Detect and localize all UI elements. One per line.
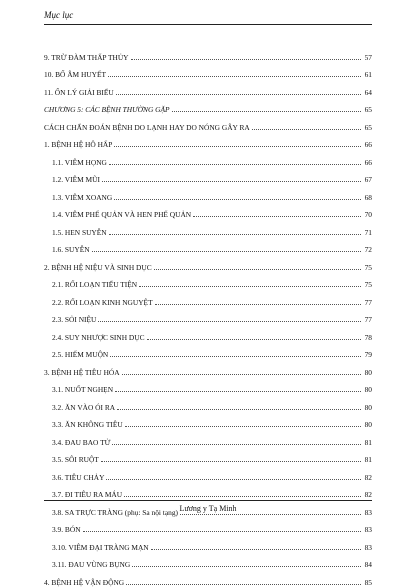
toc-entry-title: 3.9. BÓN <box>52 525 81 534</box>
toc-dot-leader <box>115 391 361 392</box>
toc-entry-page: 61 <box>364 70 372 79</box>
toc-entry-page: 80 <box>364 385 372 394</box>
toc-dot-leader <box>124 496 361 497</box>
toc-entry-page: 83 <box>364 542 372 552</box>
toc-entry-title: 1.2. VIÊM MŨI <box>52 175 100 184</box>
toc-dot-leader <box>193 216 361 217</box>
toc-entry-title: CHƯƠNG 5: CÁC BỆNH THƯỜNG GẶP <box>44 105 170 114</box>
toc-entry[interactable] <box>44 237 372 255</box>
toc-entry[interactable] <box>44 359 372 377</box>
toc-entry-page: 77 <box>364 297 372 307</box>
toc-entry-title: 3.11. ĐAU VÙNG BỤNG <box>52 560 131 569</box>
toc-entry-page: 80 <box>364 420 372 429</box>
toc-entry[interactable] <box>44 114 372 132</box>
toc-entry[interactable] <box>44 324 372 342</box>
toc-dot-leader <box>102 181 361 182</box>
toc-entry[interactable] <box>44 534 372 552</box>
toc-entry-title: CÁCH CHẨN ĐOÁN BỆNH DO LẠNH HAY DO NÓNG GÂY RA <box>44 122 250 132</box>
toc-entry[interactable] <box>44 464 372 482</box>
toc-entry-title: 1.5. HEN SUYỄN <box>52 227 107 237</box>
toc-entry-title: 1.4. VIÊM PHẾ QUẢN VÀ HEN PHẾ QUẢN <box>52 210 192 219</box>
toc-entry[interactable] <box>44 342 372 360</box>
toc-entry-page: 82 <box>364 472 372 482</box>
toc-entry-page: 64 <box>364 87 372 97</box>
toc-entry-title: 3.1. NUỐT NGHẸN <box>52 385 114 394</box>
toc-entry-page: 80 <box>364 402 372 412</box>
toc-dot-leader <box>109 164 361 165</box>
header-divider <box>44 24 372 25</box>
toc-dot-leader <box>180 514 361 515</box>
toc-entry-page: 77 <box>364 315 372 324</box>
toc-dot-leader <box>155 304 361 305</box>
toc-entry[interactable] <box>44 429 372 447</box>
toc-entry-page: 65 <box>364 122 372 132</box>
toc-entry-page: 81 <box>364 437 372 447</box>
toc-dot-leader <box>92 251 361 252</box>
toc-entry[interactable] <box>44 289 372 307</box>
toc-entry[interactable] <box>44 394 372 412</box>
toc-dot-leader <box>154 269 361 270</box>
toc-dot-leader <box>108 76 361 77</box>
toc-dot-leader <box>83 531 361 532</box>
toc-dot-leader <box>252 129 361 130</box>
toc-dot-leader <box>132 566 361 567</box>
toc-entry-title: 4. BỆNH HỆ VẬN ĐỘNG <box>44 577 125 587</box>
toc-entry-page: 84 <box>364 560 372 569</box>
toc-entry-title: 11. ỔN LÝ GIẢI BIỂU <box>44 87 114 97</box>
toc-entry-title: 10. BỔ ÂM HUYẾT <box>44 70 106 79</box>
toc-entry-page: 80 <box>364 367 372 377</box>
toc-entry-title: 1.3. VIÊM XOANG <box>52 192 113 202</box>
toc-entry-title: 1.1. VIÊM HỌNG <box>52 157 107 167</box>
toc-entry-page: 67 <box>364 175 372 184</box>
toc-dot-leader <box>147 339 361 340</box>
toc-entry-page: 83 <box>364 525 372 534</box>
toc-entry-title: 9. TRỪ ĐÀM THẤP THỦY <box>44 52 129 62</box>
toc-entry-title: 3.10. VIÊM ĐẠI TRÀNG MẠN <box>52 542 149 552</box>
toc-entry[interactable] <box>44 569 372 587</box>
toc-entry[interactable] <box>44 44 372 62</box>
toc-dot-leader <box>114 146 361 147</box>
toc-entry-title: 3.8. SA TRỰC TRÀNG (phụ: Sa nội tạng) <box>52 507 178 517</box>
toc-entry-page: 70 <box>364 210 372 219</box>
toc-entry-title: 3.4. ĐAU BAO TỬ <box>52 437 111 447</box>
toc-entry[interactable] <box>44 62 372 80</box>
toc-entry[interactable] <box>44 307 372 325</box>
toc-entry[interactable] <box>44 254 372 272</box>
toc-entry-page: 57 <box>364 52 372 62</box>
toc-dot-leader <box>112 444 361 445</box>
toc-entry-title: 1.6. SUYỄN <box>52 245 90 254</box>
page-footer-author: Lương y Tạ Minh <box>179 504 237 513</box>
toc-entry-title: 2.1. RỐI LOẠN TIỂU TIỆN <box>52 280 138 289</box>
toc-entry[interactable] <box>44 219 372 237</box>
toc-dot-leader <box>122 374 361 375</box>
toc-dot-leader <box>101 461 361 462</box>
toc-entry[interactable] <box>44 79 372 97</box>
toc-dot-leader <box>98 321 361 322</box>
toc-entry-title: 1. BỆNH HỆ HÔ HẤP <box>44 140 113 149</box>
toc-entry-page: 68 <box>364 192 372 202</box>
toc-entry-page: 83 <box>364 507 372 517</box>
toc-dot-leader <box>126 584 361 585</box>
toc-entry[interactable] <box>44 517 372 535</box>
toc-entry[interactable] <box>44 447 372 465</box>
toc-entry[interactable] <box>44 412 372 430</box>
toc-entry-title: 3.6. TIÊU CHẢY <box>52 472 105 482</box>
toc-entry-page: 66 <box>364 157 372 167</box>
toc-dot-leader <box>109 234 361 235</box>
toc-entry[interactable] <box>44 167 372 185</box>
toc-entry[interactable] <box>44 552 372 570</box>
toc-entry-page: 81 <box>364 455 372 464</box>
toc-dot-leader <box>131 59 361 60</box>
toc-dot-leader <box>114 199 361 200</box>
toc-dot-leader <box>110 356 361 357</box>
toc-entry[interactable] <box>44 202 372 220</box>
toc-entry-title: 2.4. SUY NHƯỢC SINH DỤC <box>52 332 145 342</box>
toc-entry-title: 3.2. ĂN VÀO ÓI RA <box>52 402 116 412</box>
toc-entry-page: 75 <box>364 280 372 289</box>
toc-entry-title: 2. BỆNH HỆ NIỆU VÀ SINH DỤC <box>44 262 152 272</box>
toc-entry-title: 2.5. HIẾM MUỘN <box>52 350 109 359</box>
page-header-title: Mục lục <box>44 10 74 20</box>
toc-entry-page: 82 <box>364 490 372 499</box>
toc-entry[interactable] <box>44 184 372 202</box>
toc-entry[interactable] <box>44 132 372 150</box>
toc-entry-title: 2.3. SỎI NIỆU <box>52 315 97 324</box>
toc-dot-leader <box>116 94 361 95</box>
toc-entry-title: 3.3. ĂN KHÔNG TIÊU <box>52 420 123 429</box>
toc-dot-leader <box>106 479 361 480</box>
toc-entry-page: 79 <box>364 350 372 359</box>
toc-entry[interactable] <box>44 97 372 115</box>
toc-entry-title: 3.7. ĐI TIÊU RA MÁU <box>52 490 123 499</box>
toc-entry-title: 3. BỆNH HỆ TIÊU HÓA <box>44 367 120 377</box>
toc-dot-leader <box>139 286 361 287</box>
toc-entry[interactable] <box>44 272 372 290</box>
footer-divider <box>44 500 372 501</box>
toc-entry[interactable] <box>44 482 372 500</box>
toc-entry-page: 85 <box>364 577 372 587</box>
toc-dot-leader <box>117 409 361 410</box>
toc-entry-page: 78 <box>364 332 372 342</box>
toc-dot-leader <box>172 111 362 112</box>
toc-dot-leader <box>151 549 361 550</box>
toc-entry[interactable] <box>44 149 372 167</box>
toc-entry-title: 3.5. SÔI RUỘT <box>52 455 99 464</box>
toc-entry-page: 65 <box>364 105 372 114</box>
toc-entry-page: 75 <box>364 262 372 272</box>
toc-entry-page: 71 <box>364 227 372 237</box>
toc-entry-page: 66 <box>364 140 372 149</box>
toc-entry[interactable] <box>44 377 372 395</box>
toc-entry-title: 2.2. RỐI LOẠN KINH NGUYỆT <box>52 297 153 307</box>
toc-dot-leader <box>125 426 361 427</box>
toc-entry-page: 72 <box>364 245 372 254</box>
